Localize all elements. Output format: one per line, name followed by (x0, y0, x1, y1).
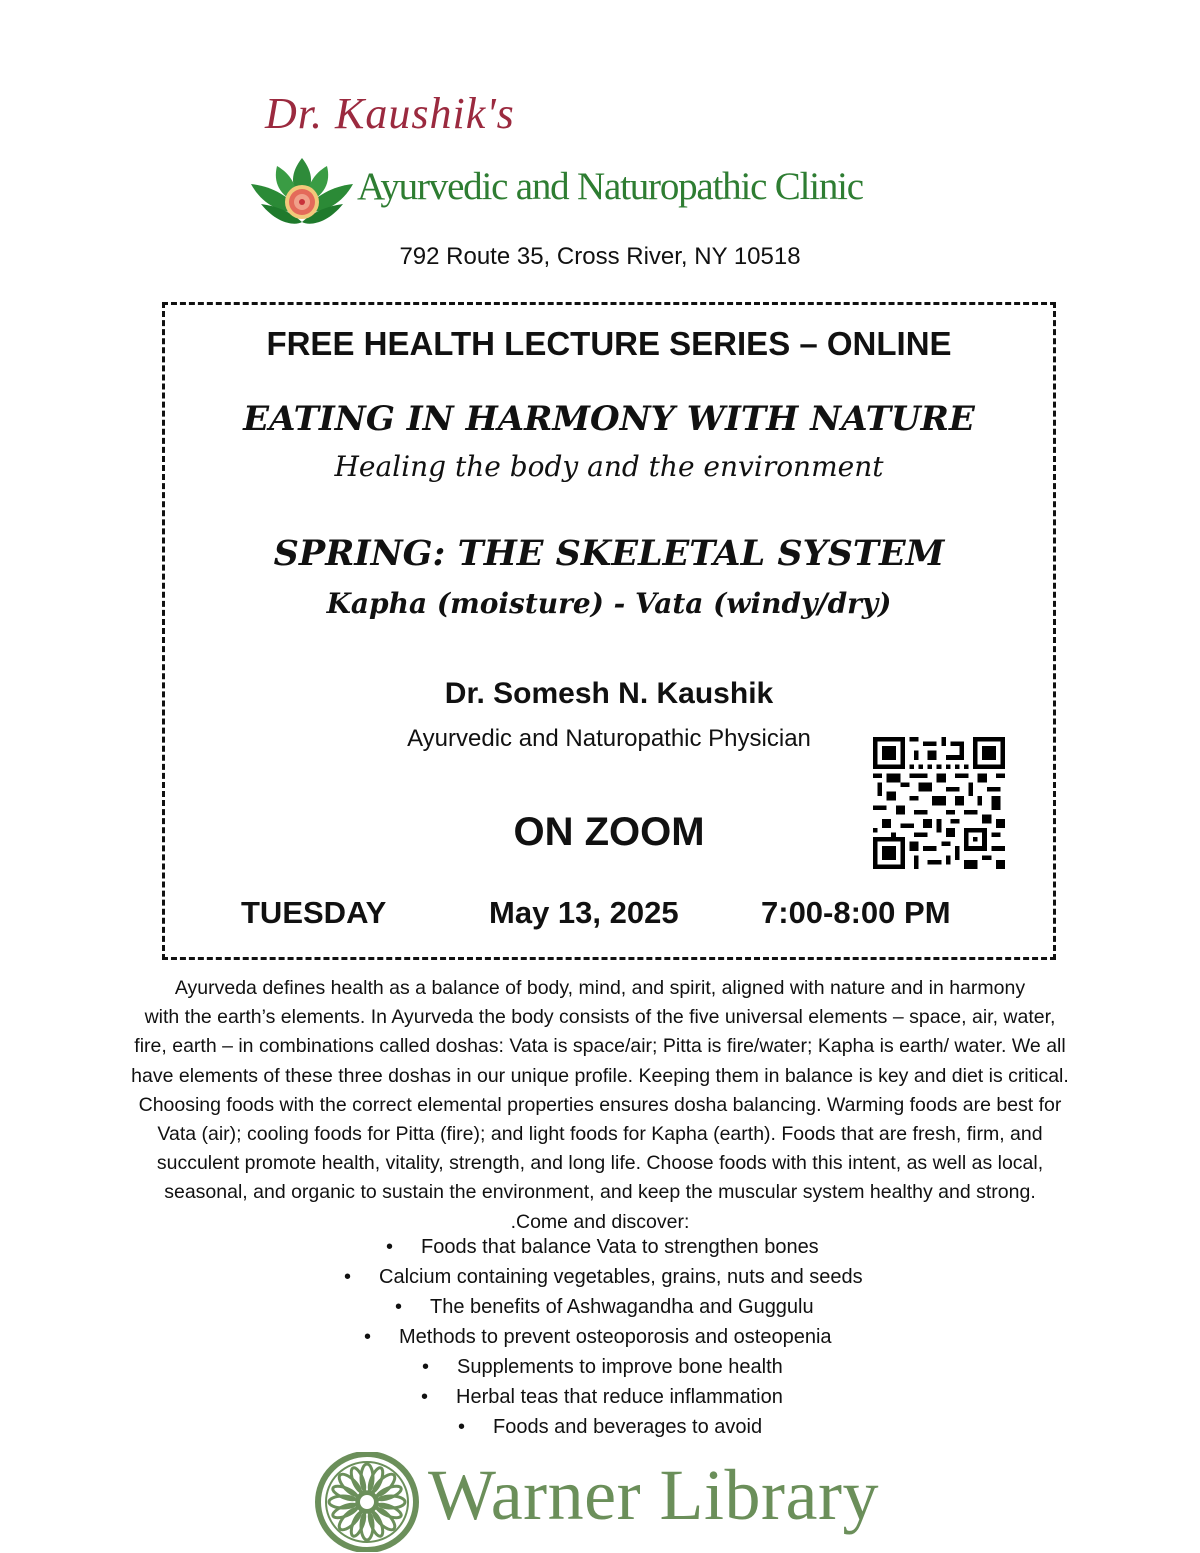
event-day: TUESDAY (241, 895, 387, 930)
description-line: Ayurveda defines health as a balance of body, mind, and spirit, aligned with nature and in harmony (174, 977, 1026, 999)
clinic-logo-name: Dr. Kaushik's (265, 89, 515, 138)
clinic-logo (245, 88, 965, 228)
speaker-title: Ayurvedic and Naturopathic Physician (407, 725, 811, 752)
description-line: Vata (air); cooling foods for Pitta (fire); and light foods for Kapha (earth). Foods that are fresh, firm, and (157, 1123, 1043, 1146)
event-time: 7:00-8:00 PM (761, 895, 951, 930)
bullet-icon: • (364, 1326, 372, 1348)
topic-title: SPRING: THE SKELETAL SYSTEM (273, 533, 945, 574)
description-line: succulent promote health, vitality, strength, and long life. Choose foods with this intent, as well as local, (156, 1152, 1044, 1175)
description-line: fire, earth – in combinations called doshas: Vata is space/air; Pitta is fire/water; Kapha is earth/ water. We all (134, 1035, 1066, 1058)
topic-subtitle: Kapha (moisture) - Vata (windy/dry) (326, 587, 892, 620)
description-line: have elements of these three doshas in our unique profile. Keeping them in balance is key and diet is critical. (131, 1064, 1069, 1087)
library-name: Warner Library (428, 1455, 879, 1535)
speaker-name: Dr. Somesh N. Kaushik (444, 677, 774, 710)
bullet-icon: • (422, 1356, 430, 1378)
bullet-icon: • (386, 1236, 394, 1258)
description-line: seasonal, and organic to sustain the environment, and keep the muscular system healthy and strong. (164, 1181, 1036, 1204)
description-line: with the earth’s elements. In Ayurveda the body consists of the five universal elements – space, air, water, (144, 1006, 1056, 1029)
series-heading: FREE HEALTH LECTURE SERIES – ONLINE (266, 325, 952, 362)
theme-subtitle: Healing the body and the environment (334, 450, 884, 483)
description-line: Choosing foods with the correct elemental properties ensures dosha balancing. Warming foods are best for (138, 1093, 1062, 1116)
bullet-icon: • (344, 1266, 352, 1288)
rosette-window-icon (315, 1452, 419, 1552)
theme-title: EATING IN HARMONY WITH NATURE (243, 399, 975, 439)
venue-label: ON ZOOM (513, 810, 705, 854)
bullet-icon: • (458, 1416, 466, 1438)
come-and-discover-label: .Come and discover: (510, 1210, 690, 1233)
bullet-icon: • (395, 1296, 403, 1318)
clinic-address: 792 Route 35, Cross River, NY 10518 (399, 243, 801, 270)
bullet-icon: • (421, 1386, 429, 1408)
event-date: May 13, 2025 (489, 895, 679, 930)
library-logo (315, 1452, 915, 1552)
clinic-logo-title: Ayurvedic and Naturopathic Clinic (357, 165, 863, 208)
lotus-icon (247, 156, 357, 228)
description-paragraph (70, 974, 1130, 1237)
event-box (162, 302, 1056, 960)
qr-code-icon[interactable] (871, 737, 1007, 869)
